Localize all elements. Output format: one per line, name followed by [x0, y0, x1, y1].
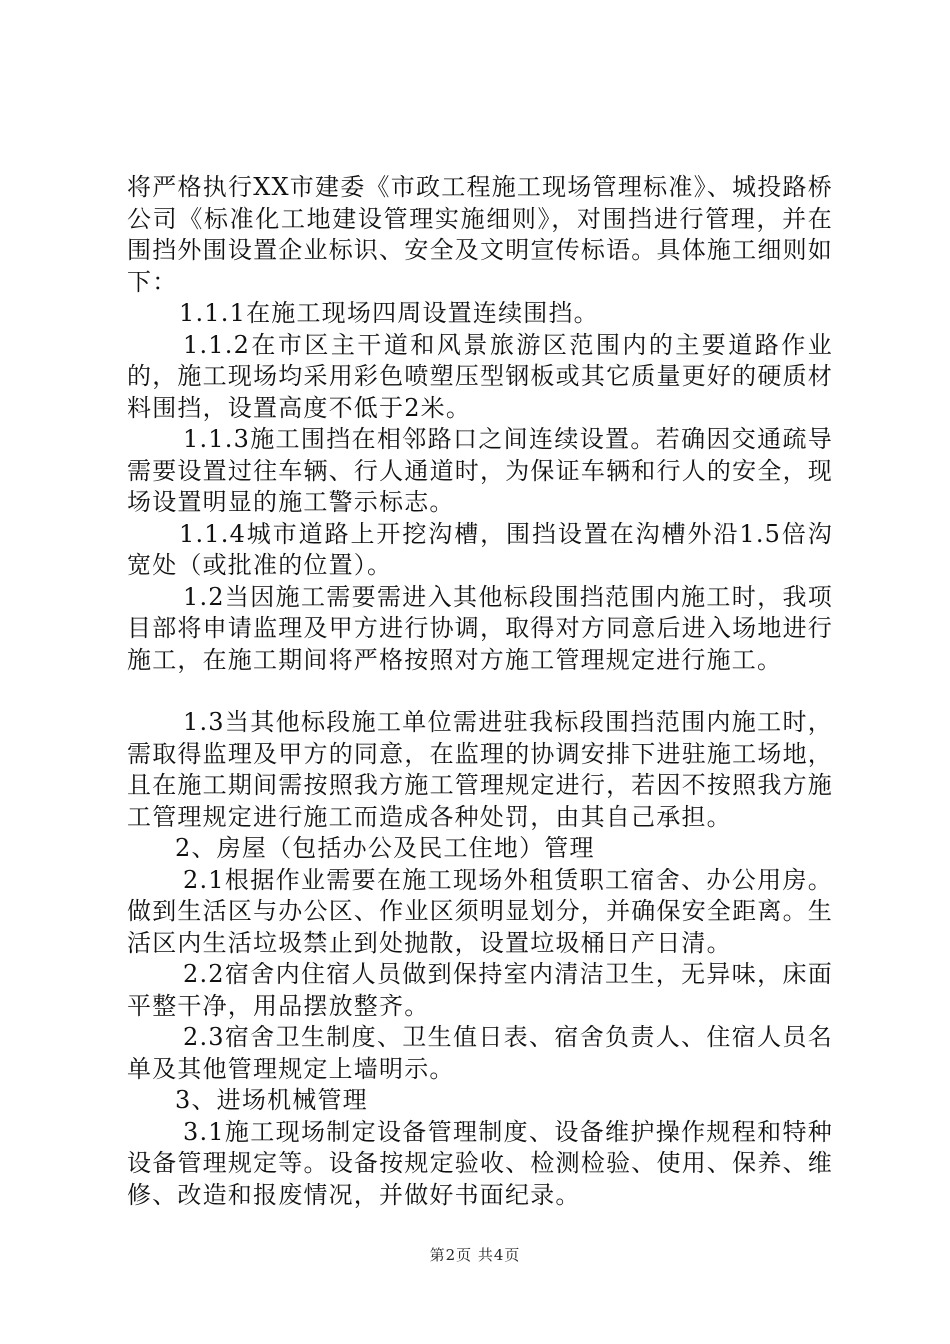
paragraph-2-2: 2.2宿舍内住宿人员做到保持室内清洁卫生，无异味，床面平整干净，用品摆放整齐。 — [127, 960, 833, 1020]
paragraph-1-1-1: 1.1.1在施工现场四周设置连续围挡。 — [179, 299, 599, 327]
paragraph-intro: 将严格执行XX市建委《市政工程施工现场管理标准》、城投路桥公司《标准化工地建设管理实施细则》，对围挡进行管理，并在围挡外围设置企业标识、安全及文明宣传标语。具体施工细则如下： — [127, 173, 833, 296]
paragraph-1-2: 1.2当因施工需要需进入其他标段围挡范围内施工时，我项目部将申请监理及甲方进行协调，取得对方同意后进入场地进行施工，在施工期间将严格按照对方施工管理规定进行施工。 — [127, 582, 833, 674]
page-footer: 第2页 共4页 — [429, 1246, 521, 1264]
document-body — [127, 172, 833, 1211]
paragraph-1-3: 1.3当其他标段施工单位需进驻我标段围挡范围内施工时，需取得监理及甲方的同意，在监理的协调安排下进驻施工场地，且在施工期间需按照我方施工管理规定进行，若因不按照我方施工管理规定进行施工而造成各种处罚，由其自己承担。 — [127, 708, 833, 831]
paragraph-1-1-3: 1.1.3施工围挡在相邻路口之间连续设置。若确因交通疏导需要设置过往车辆、行人通道时，为保证车辆和行人的安全，现场设置明显的施工警示标志。 — [127, 425, 833, 516]
paragraph-2-1: 2.1根据作业需要在施工现场外租赁职工宿舍、办公用房。做到生活区与办公区、作业区须明显划分，并确保安全距离。生活区内生活垃圾禁止到处抛散，设置垃圾桶日产日清。 — [127, 865, 833, 957]
paragraph-3-1: 3.1施工现场制定设备管理制度、设备维护操作规程和特种设备管理规定等。设备按规定验收、检测检验、使用、保养、维修、改造和报废情况，并做好书面纪录。 — [127, 1117, 833, 1209]
heading-section-3: 3、进场机械管理 — [175, 1086, 368, 1114]
paragraph-1-1-2: 1.1.2在市区主干道和风景旅游区范围内的主要道路作业的，施工现场均采用彩色喷塑压型钢板或其它质量更好的硬质材料围挡，设置高度不低于2米。 — [127, 330, 833, 422]
heading-section-2: 2、房屋（包括办公及民工住地）管理 — [175, 834, 595, 862]
paragraph-2-3: 2.3宿舍卫生制度、卫生值日表、宿舍负责人、住宿人员名单及其他管理规定上墙明示。 — [127, 1023, 833, 1083]
paragraph-1-1-4: 1.1.4城市道路上开挖沟槽，围挡设置在沟槽外沿1.5倍沟宽处（或批准的位置）。 — [127, 519, 833, 579]
